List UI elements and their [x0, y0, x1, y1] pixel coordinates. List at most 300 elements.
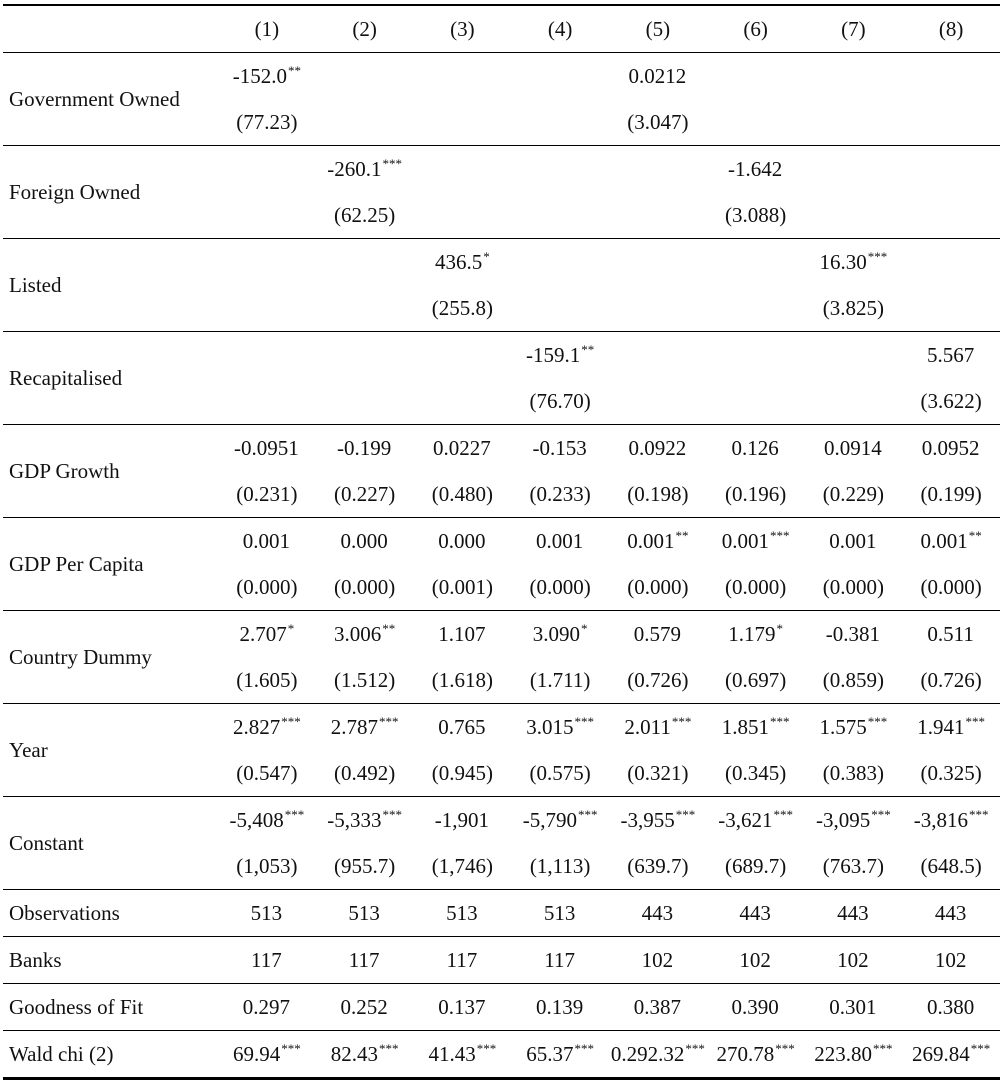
cell-value	[755, 342, 756, 368]
standard-error-cell: (639.7)	[609, 843, 707, 890]
standard-error-cell: (1,746)	[414, 843, 512, 890]
value-text: 0.511	[927, 622, 974, 646]
value-text: 443	[837, 901, 869, 925]
significance-stars: ***	[379, 1041, 399, 1056]
value-text: 0.000	[438, 529, 486, 553]
value-text: -3,816	[913, 808, 968, 832]
column-header: (3)	[414, 5, 512, 53]
coefficient-cell	[707, 611, 805, 658]
significance-stars: ***	[574, 714, 594, 729]
standard-error-cell: (0.859)	[805, 657, 903, 704]
standard-error-cell	[707, 378, 805, 425]
cell-value	[820, 249, 888, 275]
cell-value	[523, 807, 598, 833]
significance-stars: ***	[382, 156, 402, 171]
cell-value	[251, 900, 284, 926]
standard-error-cell	[511, 192, 609, 239]
cell-value	[230, 807, 305, 833]
standard-error-cell: (0.196)	[707, 471, 805, 518]
statistic-cell	[609, 984, 707, 1031]
significance-stars: ***	[867, 249, 888, 264]
column-header: (4)	[511, 5, 609, 53]
row-label: GDP Per Capita	[3, 518, 218, 611]
cell-value	[642, 900, 675, 926]
coefficient-cell	[511, 239, 609, 286]
cell-value	[544, 947, 576, 973]
value-text: -0.381	[825, 622, 880, 646]
coefficient-cell	[511, 797, 609, 844]
standard-error-cell	[414, 99, 512, 146]
value-text: -5,333	[327, 808, 382, 832]
coefficient-cell	[414, 518, 512, 565]
cell-value	[732, 994, 780, 1020]
column-header: (6)	[707, 5, 805, 53]
statistic-cell	[218, 1031, 316, 1079]
cell-value	[912, 1041, 990, 1067]
value-text: 0.001	[627, 529, 675, 553]
standard-error-cell: (0.000)	[805, 564, 903, 611]
coefficient-cell	[316, 704, 414, 751]
coefficient-cell	[218, 518, 316, 565]
standard-error-cell: (0.697)	[707, 657, 805, 704]
row-label: GDP Growth	[3, 425, 218, 518]
cell-value	[429, 1041, 497, 1067]
cell-value	[364, 342, 365, 368]
coefficient-cell	[707, 239, 805, 286]
coefficient-cell	[414, 425, 512, 472]
significance-stars: ***	[671, 714, 692, 729]
row-label: Listed	[3, 239, 218, 332]
statistic-cell	[707, 984, 805, 1031]
statistic-cell	[902, 1031, 1000, 1079]
statistic-cell	[707, 890, 805, 937]
cell-value	[433, 435, 492, 461]
significance-stars: ***	[969, 807, 989, 822]
value-text: 1.941	[917, 715, 965, 739]
coefficient-cell	[707, 704, 805, 751]
statistic-cell	[218, 937, 316, 984]
statistic-cell	[218, 890, 316, 937]
value-text: -3,955	[620, 808, 675, 832]
column-header: (7)	[805, 5, 903, 53]
statistic-cell	[218, 984, 316, 1031]
coefficient-cell	[609, 518, 707, 565]
cell-value	[349, 947, 381, 973]
coefficient-cell	[805, 611, 903, 658]
value-text: 0.292.32	[610, 1042, 685, 1066]
standard-error-cell: (0.000)	[218, 564, 316, 611]
cell-value	[837, 947, 870, 973]
cell-value	[732, 435, 780, 461]
cell-value	[624, 714, 691, 740]
cell-value	[657, 156, 658, 182]
coefficient-cell	[805, 797, 903, 844]
value-text: 3.015	[526, 715, 574, 739]
value-text: -159.1	[526, 343, 581, 367]
coefficient-cell	[218, 704, 316, 751]
cell-value	[447, 947, 479, 973]
standard-error-cell: (1.512)	[316, 657, 414, 704]
value-text: 65.37	[526, 1042, 574, 1066]
cell-value	[951, 156, 952, 182]
value-text: 0.380	[927, 995, 975, 1019]
value-text: 0.0952	[921, 436, 980, 460]
value-text: 0.0227	[433, 436, 491, 460]
coefficient-cell	[609, 332, 707, 379]
coefficient-cell	[609, 704, 707, 751]
value-text: 0.001	[242, 529, 290, 553]
coefficient-cell	[805, 518, 903, 565]
coefficient-cell	[707, 146, 805, 193]
standard-error-cell: (0.000)	[707, 564, 805, 611]
cell-value	[642, 947, 675, 973]
column-header: (5)	[609, 5, 707, 53]
column-header: (1)	[218, 5, 316, 53]
statistic-cell	[902, 890, 1000, 937]
cell-value	[611, 1041, 705, 1067]
coefficient-cell	[609, 425, 707, 472]
cell-value	[240, 621, 295, 647]
standard-error-cell: (0.945)	[414, 750, 512, 797]
statistic-row	[3, 890, 1000, 937]
value-text: 69.94	[233, 1042, 281, 1066]
standard-error-cell: (0.345)	[707, 750, 805, 797]
statistic-cell	[414, 1031, 512, 1079]
cell-value	[820, 714, 888, 740]
standard-error-cell	[609, 378, 707, 425]
coefficient-cell	[805, 146, 903, 193]
value-text: -0.0951	[234, 436, 299, 460]
standard-error-cell: (0.198)	[609, 471, 707, 518]
cell-value	[526, 714, 594, 740]
cell-value	[462, 63, 463, 89]
cell-value	[914, 807, 989, 833]
standard-error-cell: (0.199)	[902, 471, 1000, 518]
coefficient-cell	[902, 146, 1000, 193]
cell-value	[533, 435, 588, 461]
cell-value	[739, 900, 772, 926]
coefficient-cell	[805, 239, 903, 286]
value-text: 0.137	[438, 995, 486, 1019]
cell-value	[251, 947, 283, 973]
cell-value	[438, 994, 486, 1020]
coefficient-cell	[218, 146, 316, 193]
cell-value	[951, 63, 952, 89]
standard-error-cell: (0.492)	[316, 750, 414, 797]
value-text: -3,095	[816, 808, 871, 832]
statistic-cell	[707, 1031, 805, 1079]
coefficient-cell	[902, 518, 1000, 565]
value-text: 2.011	[624, 715, 671, 739]
cell-value	[438, 528, 486, 554]
standard-error-cell: (0.383)	[805, 750, 903, 797]
value-text: 513	[543, 901, 576, 925]
cell-value	[922, 435, 981, 461]
coefficient-cell	[316, 146, 414, 193]
value-text: 2.707	[239, 622, 287, 646]
statistic-cell	[316, 1031, 414, 1079]
table-body	[3, 53, 1000, 1079]
row-label: Government Owned	[3, 53, 218, 146]
cell-value	[755, 63, 756, 89]
significance-stars: ***	[873, 1041, 893, 1056]
cell-value	[435, 249, 490, 275]
cell-value	[526, 1041, 594, 1067]
standard-error-cell	[902, 99, 1000, 146]
standard-error-cell: (0.321)	[609, 750, 707, 797]
standard-error-cell: (0.575)	[511, 750, 609, 797]
value-text: 0.301	[829, 995, 877, 1019]
value-text: 223.80	[814, 1042, 872, 1066]
cell-value	[629, 435, 688, 461]
significance-stars: ***	[770, 714, 790, 729]
coefficient-cell	[902, 53, 1000, 100]
cell-value	[341, 528, 389, 554]
significance-stars: *	[581, 621, 588, 636]
cell-value	[634, 994, 682, 1020]
coefficient-cell	[316, 332, 414, 379]
cell-value	[243, 994, 291, 1020]
standard-error-cell	[609, 192, 707, 239]
standard-error-cell	[511, 285, 609, 332]
cell-value	[717, 1041, 795, 1067]
coefficient-cell	[805, 53, 903, 100]
coefficient-cell	[805, 425, 903, 472]
coefficient-cell	[414, 53, 512, 100]
standard-error-cell: (689.7)	[707, 843, 805, 890]
cell-value	[560, 156, 561, 182]
significance-stars: **	[288, 63, 301, 78]
standard-error-cell	[218, 192, 316, 239]
row-label: Foreign Owned	[3, 146, 218, 239]
coefficient-cell	[316, 53, 414, 100]
coefficient-row	[3, 425, 1000, 472]
significance-stars: ***	[578, 807, 598, 822]
cell-value	[327, 156, 402, 182]
cell-value	[243, 528, 291, 554]
coefficient-cell	[414, 146, 512, 193]
cell-value	[951, 249, 952, 275]
cell-value	[853, 342, 854, 368]
standard-error-cell	[414, 192, 512, 239]
value-text: -3,621	[718, 808, 773, 832]
cell-value	[327, 807, 402, 833]
cell-value	[234, 435, 300, 461]
coefficient-cell	[609, 611, 707, 658]
standard-error-cell: (1,113)	[511, 843, 609, 890]
statistic-row	[3, 984, 1000, 1031]
standard-error-cell: (62.25)	[316, 192, 414, 239]
cell-value	[446, 900, 479, 926]
cell-value	[917, 714, 985, 740]
significance-stars: ***	[775, 1041, 795, 1056]
coefficient-cell	[511, 611, 609, 658]
standard-error-cell	[805, 378, 903, 425]
significance-stars: ***	[382, 807, 402, 822]
value-text: 0.001	[920, 529, 968, 553]
coefficient-row	[3, 704, 1000, 751]
standard-error-cell	[805, 99, 903, 146]
row-label: Country Dummy	[3, 611, 218, 704]
coefficient-cell	[414, 704, 512, 751]
value-text: -1.642	[728, 157, 783, 181]
value-text: 1.575	[819, 715, 867, 739]
cell-value	[266, 342, 267, 368]
significance-stars: **	[675, 528, 689, 543]
value-text: 2.787	[330, 715, 378, 739]
value-text: 3.090	[532, 622, 580, 646]
standard-error-cell	[316, 99, 414, 146]
value-text: 513	[348, 901, 380, 925]
standard-error-cell	[511, 99, 609, 146]
coefficient-cell	[902, 704, 1000, 751]
cell-value	[921, 528, 982, 554]
standard-error-cell: (3.047)	[609, 99, 707, 146]
cell-value	[814, 1041, 892, 1067]
standard-error-cell: (0.325)	[902, 750, 1000, 797]
standard-error-cell: (3.825)	[805, 285, 903, 332]
coefficient-cell	[218, 611, 316, 658]
cell-value	[348, 900, 381, 926]
significance-stars: **	[581, 342, 595, 357]
statistic-cell	[316, 890, 414, 937]
significance-stars: *	[287, 621, 295, 636]
value-text: -5,790	[522, 808, 577, 832]
standard-error-cell: (3.088)	[707, 192, 805, 239]
standard-error-cell: (0.000)	[609, 564, 707, 611]
significance-stars: ***	[476, 1041, 497, 1056]
value-text: 436.5	[435, 250, 483, 274]
coefficient-row	[3, 146, 1000, 193]
cell-value	[853, 63, 854, 89]
coefficient-cell	[218, 425, 316, 472]
value-text: 117	[251, 948, 282, 972]
regression-table-container	[3, 4, 1000, 1080]
cell-value	[634, 621, 682, 647]
table-header	[3, 5, 1000, 53]
cell-value	[364, 63, 365, 89]
significance-stars: ***	[281, 1041, 301, 1056]
coefficient-cell	[316, 518, 414, 565]
cell-value	[438, 621, 486, 647]
cell-value	[233, 63, 301, 89]
value-text: -260.1	[327, 157, 382, 181]
coefficient-row	[3, 239, 1000, 286]
standard-error-cell: (763.7)	[805, 843, 903, 890]
value-text: -152.0	[232, 64, 287, 88]
standard-error-cell	[902, 192, 1000, 239]
cell-value	[233, 714, 301, 740]
significance-stars: **	[968, 528, 982, 543]
standard-error-cell: (0.229)	[805, 471, 903, 518]
cell-value	[331, 1041, 399, 1067]
coefficient-cell	[316, 425, 414, 472]
standard-error-cell	[218, 378, 316, 425]
value-text: 513	[250, 901, 283, 925]
value-text: 513	[446, 901, 478, 925]
cell-value	[462, 342, 463, 368]
cell-value	[435, 807, 490, 833]
cell-value	[755, 249, 756, 275]
cell-value	[544, 900, 577, 926]
statistic-row	[3, 1031, 1000, 1079]
cell-value	[718, 807, 793, 833]
cell-value	[824, 435, 883, 461]
value-text: 0.001	[721, 529, 769, 553]
coefficient-cell	[707, 53, 805, 100]
statistic-cell	[609, 937, 707, 984]
coefficient-cell	[707, 425, 805, 472]
standard-error-cell: (0.000)	[316, 564, 414, 611]
value-text: 0.252	[340, 995, 388, 1019]
significance-stars: ***	[281, 714, 301, 729]
coefficient-cell	[805, 332, 903, 379]
statistic-cell	[609, 890, 707, 937]
cell-value	[337, 435, 392, 461]
coefficient-cell	[902, 611, 1000, 658]
standard-error-cell: (0.726)	[609, 657, 707, 704]
coefficient-cell	[218, 332, 316, 379]
cell-value	[536, 994, 584, 1020]
coefficient-cell	[218, 53, 316, 100]
cell-value	[266, 156, 267, 182]
row-label: Recapitalised	[3, 332, 218, 425]
value-text: 117	[544, 948, 575, 972]
coefficient-cell	[414, 332, 512, 379]
cell-value	[728, 621, 783, 647]
row-label: Constant	[3, 797, 218, 890]
statistic-cell	[805, 937, 903, 984]
value-text: -0.199	[337, 436, 392, 460]
standard-error-cell: (0.227)	[316, 471, 414, 518]
cell-value	[526, 342, 594, 368]
statistic-cell	[414, 984, 512, 1031]
value-text: 269.84	[912, 1042, 970, 1066]
standard-error-cell: (76.70)	[511, 378, 609, 425]
significance-stars: ***	[965, 714, 985, 729]
coefficient-cell	[707, 332, 805, 379]
coefficient-cell	[902, 797, 1000, 844]
cell-value	[621, 807, 696, 833]
coefficient-cell	[511, 518, 609, 565]
cell-value	[927, 342, 975, 368]
cell-value	[334, 621, 395, 647]
cell-value	[728, 156, 783, 182]
coefficient-cell	[414, 797, 512, 844]
cell-value	[829, 528, 877, 554]
statistic-cell	[902, 937, 1000, 984]
standard-error-cell	[805, 192, 903, 239]
value-text: 1.179	[728, 622, 776, 646]
coefficient-cell	[316, 239, 414, 286]
cell-value	[816, 807, 891, 833]
standard-error-cell	[316, 285, 414, 332]
cell-value	[657, 249, 658, 275]
standard-error-cell: (955.7)	[316, 843, 414, 890]
regression-table	[3, 4, 1000, 1080]
coefficient-cell	[316, 797, 414, 844]
statistic-row	[3, 937, 1000, 984]
value-text: -5,408	[229, 808, 284, 832]
significance-stars: ***	[379, 714, 399, 729]
standard-error-cell: (0.726)	[902, 657, 1000, 704]
significance-stars: ***	[284, 807, 305, 822]
value-text: 0.765	[438, 715, 486, 739]
value-text: 2.827	[233, 715, 281, 739]
cell-value	[533, 621, 588, 647]
cell-value	[826, 621, 881, 647]
standard-error-cell	[414, 378, 512, 425]
